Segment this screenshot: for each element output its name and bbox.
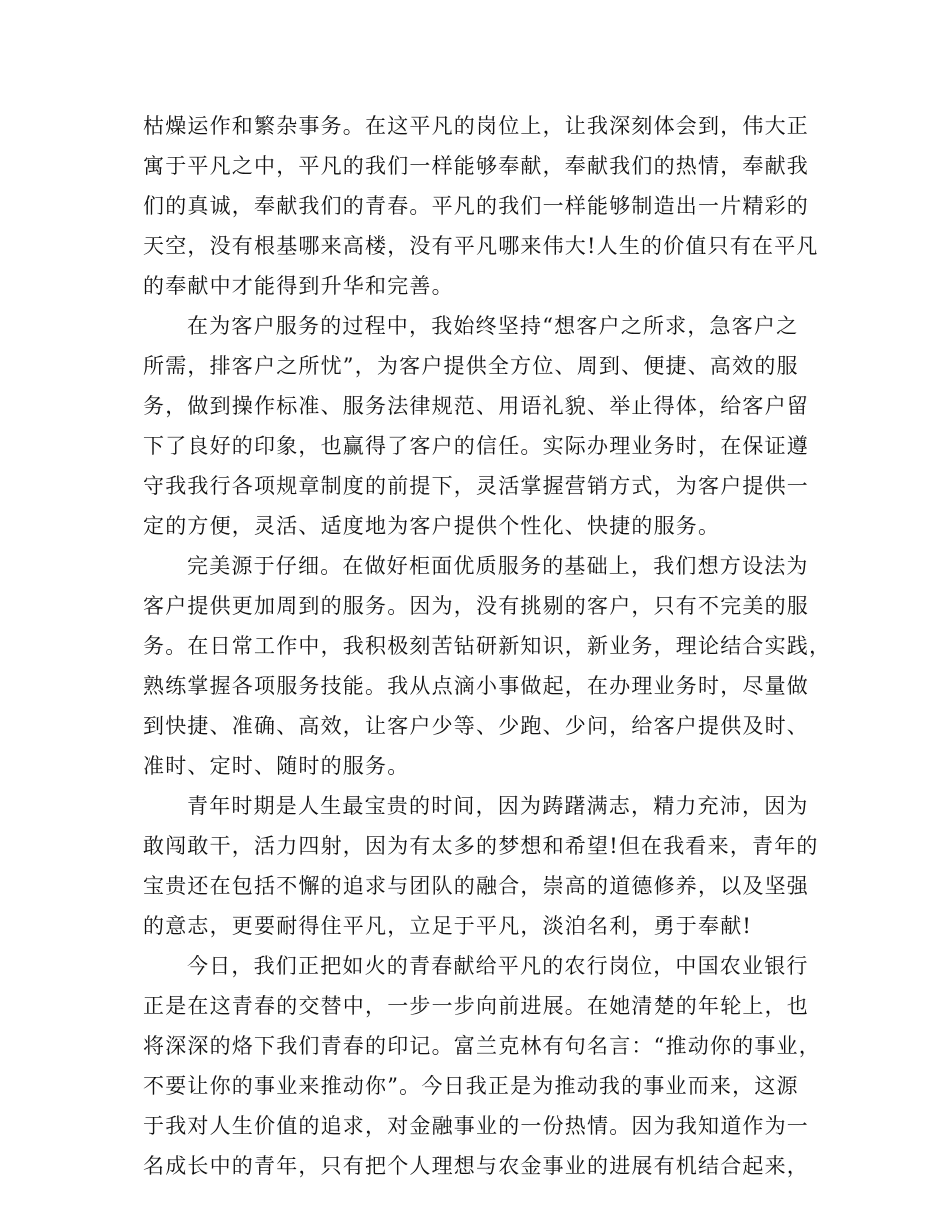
paragraph xyxy=(143,546,832,786)
text-line: 下了良好的印象，也赢得了客户的信任。实际办理业务时，在保证遵 xyxy=(143,434,809,458)
text-line: 寓于平凡之中，平凡的我们一样能够奉献，奉献我们的热情，奉献我 xyxy=(143,154,809,178)
text-line: 枯燥运作和繁杂事务。在这平凡的岗位上，让我深刻体会到，伟大正 xyxy=(143,114,809,138)
text-line: 务。在日常工作中，我积极刻苦钻研新知识，新业务，理论结合实践， xyxy=(143,634,832,658)
text-line: 宝贵还在包括不懈的追求与团队的融合，崇高的道德修养，以及坚强 xyxy=(143,874,809,898)
paragraph xyxy=(143,306,809,546)
text-line: 在为客户服务的过程中，我始终坚持“想客户之所求，急客户之 xyxy=(187,314,799,338)
document-body xyxy=(143,106,832,1186)
text-line: 定的方便，灵活、适度地为客户提供个性化、快捷的服务。 xyxy=(143,514,721,538)
text-line: 不要让你的事业来推动你”。今日我正是为推动我的事业而来，这源 xyxy=(143,1074,799,1098)
text-line: 正是在这青春的交替中，一步一步向前进展。在她清楚的年轮上，也 xyxy=(143,994,809,1018)
text-line: 们的真诚，奉献我们的青春。平凡的我们一样能够制造出一片精彩的 xyxy=(143,194,809,218)
paragraph xyxy=(143,786,819,946)
paragraph xyxy=(143,106,819,306)
text-line: 天空，没有根基哪来高楼，没有平凡哪来伟大!人生的价值只有在平凡 xyxy=(143,234,819,258)
text-line: 的意志，更要耐得住平凡，立足于平凡，淡泊名利，勇于奉献! xyxy=(143,914,753,938)
text-line: 名成长中的青年，只有把个人理想与农金事业的进展有机结合起来， xyxy=(143,1154,809,1178)
text-line: 将深深的烙下我们青春的印记。富兰克林有句名言：“推动你的事业， xyxy=(143,1034,821,1058)
text-line: 的奉献中才能得到升华和完善。 xyxy=(143,274,454,298)
text-line: 于我对人生价值的追求，对金融事业的一份热情。因为我知道作为一 xyxy=(143,1114,809,1138)
text-line: 今日，我们正把如火的青春献给平凡的农行岗位，中国农业银行 xyxy=(187,954,809,978)
text-line: 务，做到操作标准、服务法律规范、用语礼貌、举止得体，给客户留 xyxy=(143,394,809,418)
text-line: 熟练掌握各项服务技能。我从点滴小事做起，在办理业务时，尽量做 xyxy=(143,674,809,698)
text-line: 所需，排客户之所忧”，为客户提供全方位、周到、便捷、高效的服 xyxy=(143,354,799,378)
text-line: 完美源于仔细。在做好柜面优质服务的基础上，我们想方设法为 xyxy=(187,554,809,578)
text-line: 敢闯敢干，活力四射，因为有太多的梦想和希望!但在我看来，青年的 xyxy=(143,834,819,858)
text-line: 客户提供更加周到的服务。因为，没有挑剔的客户，只有不完美的服 xyxy=(143,594,809,618)
text-line: 准时、定时、随时的服务。 xyxy=(143,754,410,778)
paragraph xyxy=(143,946,821,1186)
text-line: 青年时期是人生最宝贵的时间，因为踌躇满志，精力充沛，因为 xyxy=(187,794,809,818)
text-line: 守我我行各项规章制度的前提下，灵活掌握营销方式，为客户提供一 xyxy=(143,474,809,498)
text-line: 到快捷、准确、高效，让客户少等、少跑、少问，给客户提供及时、 xyxy=(143,714,809,738)
